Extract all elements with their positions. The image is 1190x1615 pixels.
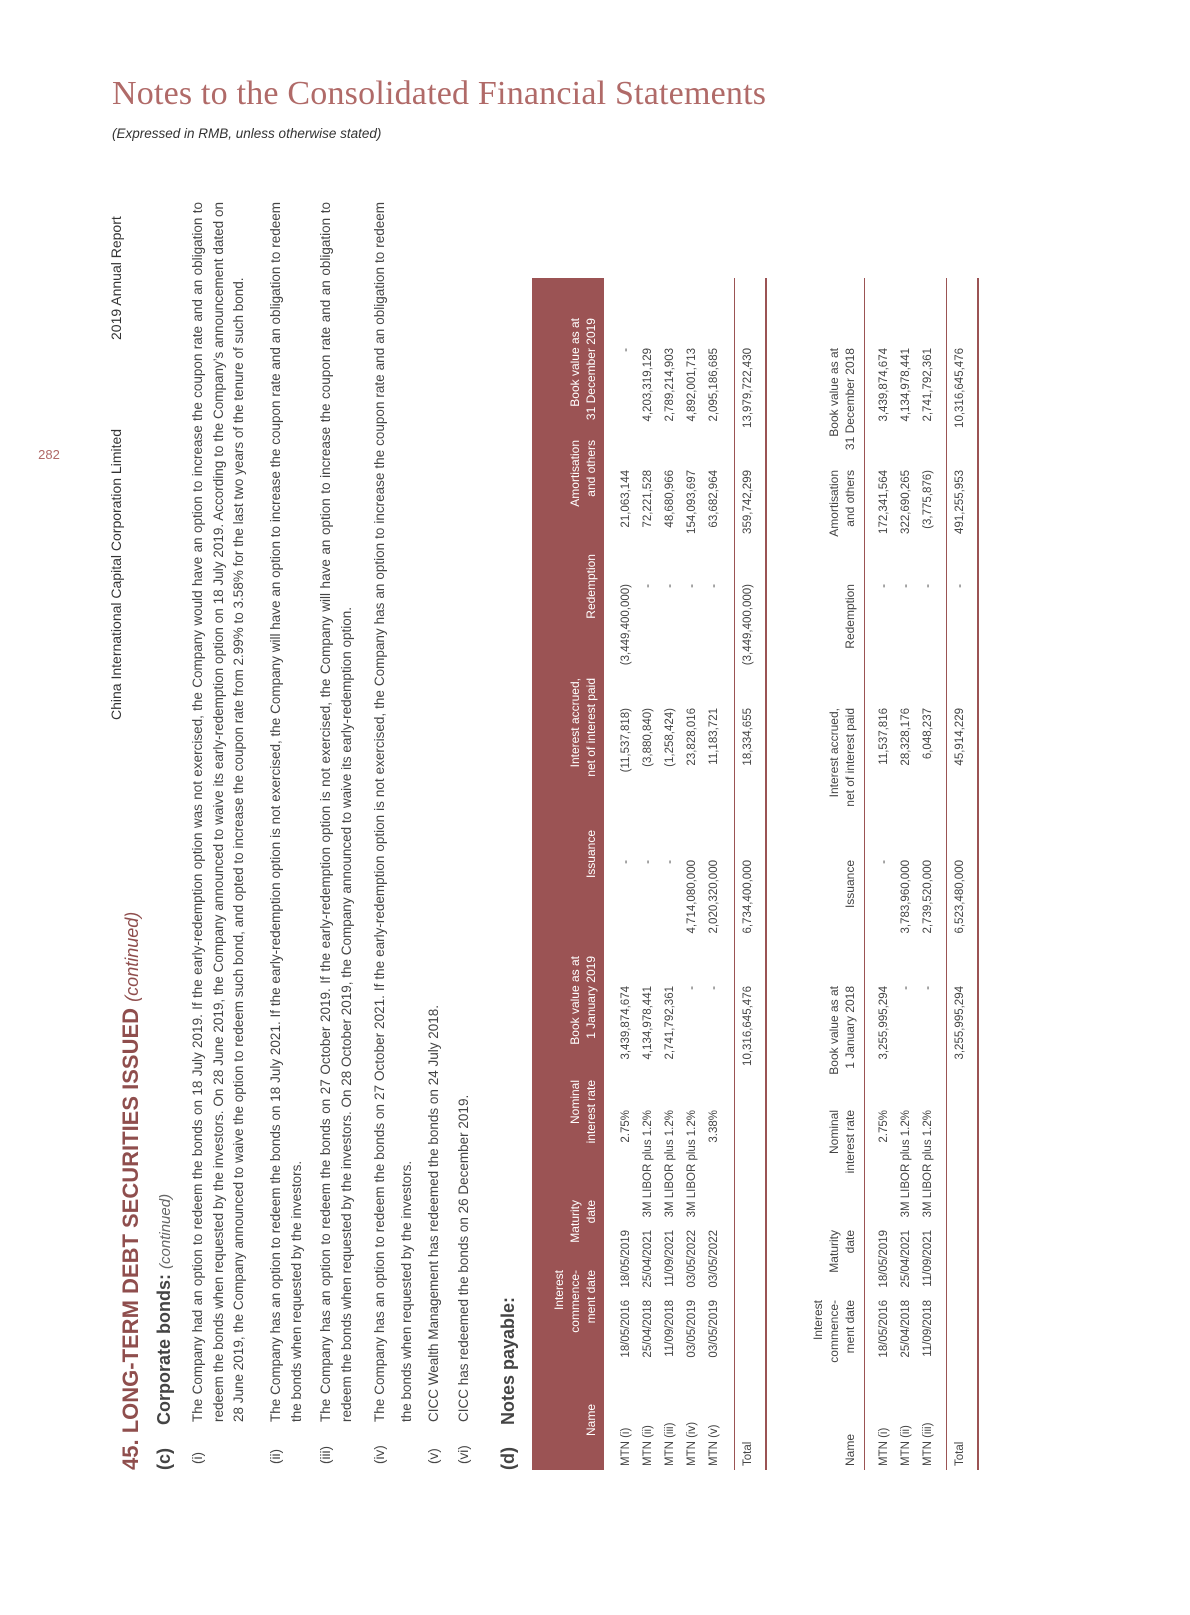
table-2019-row-cell-redemption: - [708, 584, 720, 588]
table-2019-row-cell-amort: 63,682,964 [708, 470, 720, 528]
column-header-rate [567, 1080, 599, 1192]
column-header-line: Name [584, 1403, 598, 1436]
table-2018-row-cell-maturity: 25/04/2021 [900, 1230, 912, 1288]
table-2018-row-cell-rate: 3M LIBOR plus 1.2% [922, 1110, 934, 1218]
table-2018-row-cell-rate: 3M LIBOR plus 1.2% [900, 1110, 912, 1218]
column-header-redemption [842, 584, 858, 702]
table-2019-total-cell-interest: 18,334,655 [742, 708, 754, 766]
bond-note-index: (i) [190, 1452, 205, 1464]
section-title: 45. LONG-TERM DEBT SECURITIES ISSUED [118, 1007, 143, 1470]
table-2019-row-cell-commence: 11/09/2018 [664, 1300, 676, 1357]
table-2019-row-cell-amort: 48,680,966 [664, 470, 676, 528]
table-2019-row-cell-redemption: - [686, 584, 698, 588]
bond-note-index: (iii) [318, 1446, 333, 1464]
table-2019-row-cell-name: MTN (v) [708, 1424, 720, 1466]
column-header-name [583, 1346, 599, 1436]
table-2019-row-cell-open: 3,439,874,674 [620, 986, 632, 1060]
table-2019-row-cell-close: 4,892,001,713 [686, 348, 698, 422]
table-2019-row-cell-commence: 03/05/2019 [708, 1300, 720, 1358]
table-2019-row-cell-redemption: (3,449,400,000) [620, 584, 632, 666]
column-header-line: commence- [568, 1270, 582, 1333]
column-header-line: Nominal [568, 1080, 582, 1125]
table-2019-row-cell-open: 2,741,792,361 [664, 986, 676, 1060]
bond-note [424, 202, 445, 1464]
table-2019-row-cell-redemption: - [664, 584, 676, 588]
table-2019-total-cell-redemption: (3,449,400,000) [742, 584, 754, 666]
table-2019-row-cell-maturity: 03/05/2022 [686, 1230, 698, 1288]
column-header-close [826, 348, 858, 464]
column-header-line: Maturity [568, 1200, 582, 1243]
subsection-c-continued: (continued) [157, 1193, 174, 1269]
table-2019-row-cell-maturity: 11/09/2021 [664, 1230, 676, 1287]
table-2018-row-cell-commence: 18/05/2016 [878, 1300, 890, 1358]
column-header-line: Redemption [843, 584, 857, 649]
table-2019-row-cell-rate: 3.38% [708, 1110, 720, 1143]
column-header-open [567, 956, 599, 1074]
table-2018-row-cell-interest: 6,048,237 [922, 708, 934, 760]
table-2019-row-cell-issuance: - [642, 860, 654, 864]
column-header-rate [826, 1110, 858, 1222]
column-header-line: net of interest paid [843, 708, 857, 807]
table-2018-row-cell-open: 3,255,995,294 [878, 986, 890, 1060]
bond-note [454, 202, 475, 1464]
table-2019-total-rule [765, 278, 767, 1470]
table-2018-row-cell-commence: 11/09/2018 [922, 1300, 934, 1357]
table-2018-total-rule [977, 278, 979, 1470]
column-header-close [567, 318, 599, 434]
bond-note-text: The Company had an option to redeem the bonds on 18 July 2019. If the early-redemption option was not exercised, the Company would have an option to increase the coupon rate and an obligation to redeem the bonds when requested by the investors. On 28 June 2019, the Company announced to waive its early-redemption option on 18 July 2019. According to the Company’s announcement dated on 28 June 2019, the Company announced to waive the option to redeem such bond, and opted to increase the coupon rate from 2.99% to 3.58% for the last two years of the tenure of such bond. [190, 202, 246, 1422]
subsection-c-letter: (c) [154, 1448, 174, 1470]
table-2019-row-cell-amort: 154,093,697 [686, 470, 698, 534]
page-title: Notes to the Consolidated Financial Statements [112, 75, 767, 112]
column-header-line: Nominal [827, 1110, 841, 1155]
bond-note-text: CICC has redeemed the bonds on 26 December 2019. [456, 1094, 471, 1422]
table-2019-rule [734, 278, 735, 1470]
table-2019-row-cell-issuance: 2,020,320,000 [708, 860, 720, 934]
table-2018-total-cell-name: Total [954, 1441, 966, 1466]
table-2019-row-cell-commence: 25/04/2018 [642, 1300, 654, 1358]
table-2018-row-cell-open: - [922, 986, 934, 990]
column-header-line: interest rate [843, 1110, 857, 1174]
table-2018-row-cell-name: MTN (i) [878, 1427, 890, 1466]
table-2019-row-cell-maturity: 25/04/2021 [642, 1230, 654, 1288]
column-header-line: Amortisation [827, 470, 841, 537]
subsection-d-title: Notes payable: [498, 1296, 518, 1425]
column-header-commence [810, 1300, 858, 1380]
table-2019-row-cell-rate: 3M LIBOR plus 1.2% [664, 1110, 676, 1218]
column-header-line: and others [584, 440, 598, 497]
table-2018-row-cell-amort: (3,775,876) [922, 470, 934, 529]
column-header-line: Book value as at [568, 318, 582, 407]
column-header-line: Interest accrued, [568, 678, 582, 768]
report-name: 2019 Annual Report [108, 216, 124, 340]
table-2018-row-cell-issuance: - [878, 860, 890, 864]
subsection-c-heading [154, 1194, 175, 1470]
column-header-line: and others [843, 470, 857, 527]
column-header-line: date [584, 1200, 598, 1224]
table-2018-row-cell-redemption: - [900, 584, 912, 588]
table-2018-row-cell-amort: 172,341,564 [878, 470, 890, 534]
column-header-maturity [567, 1200, 599, 1264]
column-header-line: ment date [843, 1300, 857, 1354]
column-header-line: 31 December 2019 [584, 318, 598, 421]
subsection-d-letter: (d) [498, 1447, 518, 1470]
column-header-issuance [842, 860, 858, 980]
table-2018-row-cell-redemption: - [922, 584, 934, 588]
table-2018-row-cell-open: - [900, 986, 912, 990]
table-2019-row-cell-maturity: 03/05/2022 [708, 1230, 720, 1288]
table-2019-row-cell-interest: 11,183,721 [708, 708, 720, 765]
table-2018-rule [946, 278, 947, 1470]
table-2019-total-cell-name: Total [742, 1441, 754, 1466]
table-2018-total-cell-amort: 491,255,953 [954, 470, 966, 534]
section-continued: (continued) [122, 911, 142, 1002]
bond-note-text: The Company has an option to redeem the bonds on 18 July 2021. If the early-redemption option is not exercised, the Company will have an option to increase the coupon rate and an obligation to redeem the bonds when requested by the investors. [268, 202, 304, 1422]
column-header-open [826, 986, 858, 1104]
table-2019-row-cell-rate: 2.75% [620, 1110, 632, 1143]
column-header-line: interest rate [584, 1080, 598, 1144]
column-header-line: Name [843, 1433, 857, 1466]
table-2019-row-cell-open: - [708, 986, 720, 990]
bond-note [266, 202, 307, 1464]
table-2018-row-cell-maturity: 18/05/2019 [878, 1230, 890, 1288]
bond-note [366, 202, 420, 1464]
column-header-redemption [583, 554, 599, 672]
table-2019-row-cell-open: 4,134,978,441 [642, 986, 654, 1060]
page-number: 282 [38, 447, 60, 462]
column-header-line: Interest accrued, [827, 708, 841, 798]
column-header-name [842, 1376, 858, 1466]
column-header-line: Maturity [827, 1230, 841, 1273]
column-header-amort [826, 470, 858, 578]
column-header-line: ment date [584, 1270, 598, 1324]
table-2018-row-cell-close: 3,439,874,674 [878, 348, 890, 422]
column-header-line: 31 December 2018 [843, 348, 857, 451]
bond-note [188, 202, 250, 1464]
column-header-line: Redemption [584, 554, 598, 619]
table-2019-total-cell-amort: 359,742,299 [742, 470, 754, 534]
table-2018-total-cell-open: 3,255,995,294 [954, 986, 966, 1060]
column-header-line: Issuance [584, 830, 598, 879]
column-header-maturity [826, 1230, 858, 1294]
column-header-line: Interest [552, 1270, 566, 1311]
table-2018-row-cell-redemption: - [878, 584, 890, 588]
bond-note-text: CICC Wealth Management has redeemed the bonds on 24 July 2018. [426, 1004, 441, 1422]
column-header-line: Book value as at [827, 986, 841, 1075]
subsection-c-title: Corporate bonds: [154, 1273, 174, 1425]
table-2018-row-cell-interest: 11,537,816 [878, 708, 890, 765]
table-2019-row-cell-redemption: - [642, 584, 654, 588]
table-2019-row-cell-interest: 23,828,016 [686, 708, 698, 766]
table-2019-row-cell-issuance: - [620, 860, 632, 864]
column-header-interest [826, 708, 858, 854]
table-2018-total-cell-interest: 45,914,229 [954, 708, 966, 766]
table-2019-row-cell-amort: 72,221,528 [642, 470, 654, 528]
table-2019-row-cell-close: - [620, 348, 632, 352]
table-2019-row-cell-rate: 3M LIBOR plus 1.2% [642, 1110, 654, 1218]
table-2019-row-cell-name: MTN (i) [620, 1427, 632, 1466]
table-2019-total-cell-close: 13,979,722,430 [742, 348, 754, 428]
table-2018-row-cell-name: MTN (iii) [922, 1422, 934, 1466]
table-2019-header [532, 278, 604, 1470]
table-2018-row-cell-rate: 2.75% [878, 1110, 890, 1143]
table-2019-row-cell-close: 2,789,214,903 [664, 348, 676, 422]
subsection-d-heading [498, 1297, 519, 1470]
column-header-line: Issuance [843, 860, 857, 909]
column-header-commence [551, 1270, 599, 1350]
column-header-line: Amortisation [568, 440, 582, 507]
table-2018-total-cell-redemption: - [954, 584, 966, 588]
table-2019-row-cell-commence: 18/05/2016 [620, 1300, 632, 1358]
table-2019-row-cell-close: 2,095,186,685 [708, 348, 720, 422]
column-header-amort [567, 440, 599, 548]
table-2018-row-cell-issuance: 2,739,520,000 [922, 860, 934, 934]
table-2018-header-rule [864, 278, 865, 1470]
table-2018-row-cell-close: 2,741,792,361 [922, 348, 934, 422]
table-2019-row-cell-commence: 03/05/2019 [686, 1300, 698, 1358]
table-2018-row-cell-amort: 322,690,265 [900, 470, 912, 534]
table-2018-row-cell-maturity: 11/09/2021 [922, 1230, 934, 1287]
bond-note-index: (vi) [456, 1445, 471, 1464]
table-2019-total-cell-open: 10,316,645,476 [742, 986, 754, 1066]
table-2018-row-cell-close: 4,134,978,441 [900, 348, 912, 422]
table-2019-row-cell-issuance: 4,714,080,000 [686, 860, 698, 934]
bond-note-index: (ii) [268, 1449, 283, 1464]
table-2019-row-cell-name: MTN (iv) [686, 1421, 698, 1466]
company-name: China International Capital Corporation Limited [108, 428, 124, 720]
table-2018-row-cell-interest: 28,328,176 [900, 708, 912, 766]
table-2019-row-cell-interest: (11,537,818) [620, 708, 632, 773]
column-header-line: 1 January 2019 [584, 956, 598, 1039]
table-2019-row-cell-open: - [686, 986, 698, 990]
bond-note [316, 202, 357, 1464]
table-2018-total-cell-close: 10,316,645,476 [954, 348, 966, 428]
table-2018-total-cell-issuance: 6,523,480,000 [954, 860, 966, 934]
table-2019-row-cell-interest: (1,258,424) [664, 708, 676, 767]
table-2019-row-cell-close: 4,203,319,129 [642, 348, 654, 422]
column-header-interest [567, 678, 599, 824]
page-subtitle: (Expressed in RMB, unless otherwise stated) [112, 126, 382, 141]
table-2019-total-cell-issuance: 6,734,400,000 [742, 860, 754, 934]
column-header-line: Book value as at [827, 348, 841, 437]
table-2019-row-cell-maturity: 18/05/2019 [620, 1230, 632, 1288]
table-2019-row-cell-name: MTN (iii) [664, 1422, 676, 1466]
table-2019-row-cell-name: MTN (ii) [642, 1425, 654, 1466]
section-heading [118, 912, 144, 1470]
column-header-line: commence- [827, 1300, 841, 1363]
bond-note-text: The Company has an option to redeem the bonds on 27 October 2021. If the early-redemption option is not exercised, the Company has an option to increase the coupon rate and an obligation to redeem the bonds when requested by the investors. [372, 202, 414, 1422]
table-2018-row-cell-commence: 25/04/2018 [900, 1300, 912, 1358]
rotated-content [80, 185, 1090, 1500]
column-header-line: net of interest paid [584, 678, 598, 777]
column-header-line: date [843, 1230, 857, 1254]
column-header-line: Book value as at [568, 956, 582, 1045]
table-2019-row-cell-rate: 3M LIBOR plus 1.2% [686, 1110, 698, 1218]
bond-note-index: (iv) [372, 1445, 387, 1464]
table-2019-row-cell-issuance: - [664, 860, 676, 864]
table-2018-row-cell-issuance: 3,783,960,000 [900, 860, 912, 934]
table-2019-row-cell-amort: 21,063,144 [620, 470, 632, 528]
column-header-issuance [583, 830, 599, 950]
bond-note-text: The Company has an option to redeem the bonds on 27 October 2019. If the early-redemption option is not exercised, the Company will have an option to increase the coupon rate and an obligation to redeem the bonds when requested by the investors. On 28 October 2019, the Company announced to waive its early-redemption option. [318, 202, 354, 1422]
bond-note-index: (v) [426, 1448, 441, 1464]
table-2018-row-cell-name: MTN (ii) [900, 1425, 912, 1466]
table-2019-row-cell-interest: (3,880,840) [642, 708, 654, 767]
column-header-line: 1 January 2018 [843, 986, 857, 1069]
column-header-line: Interest [811, 1300, 825, 1341]
